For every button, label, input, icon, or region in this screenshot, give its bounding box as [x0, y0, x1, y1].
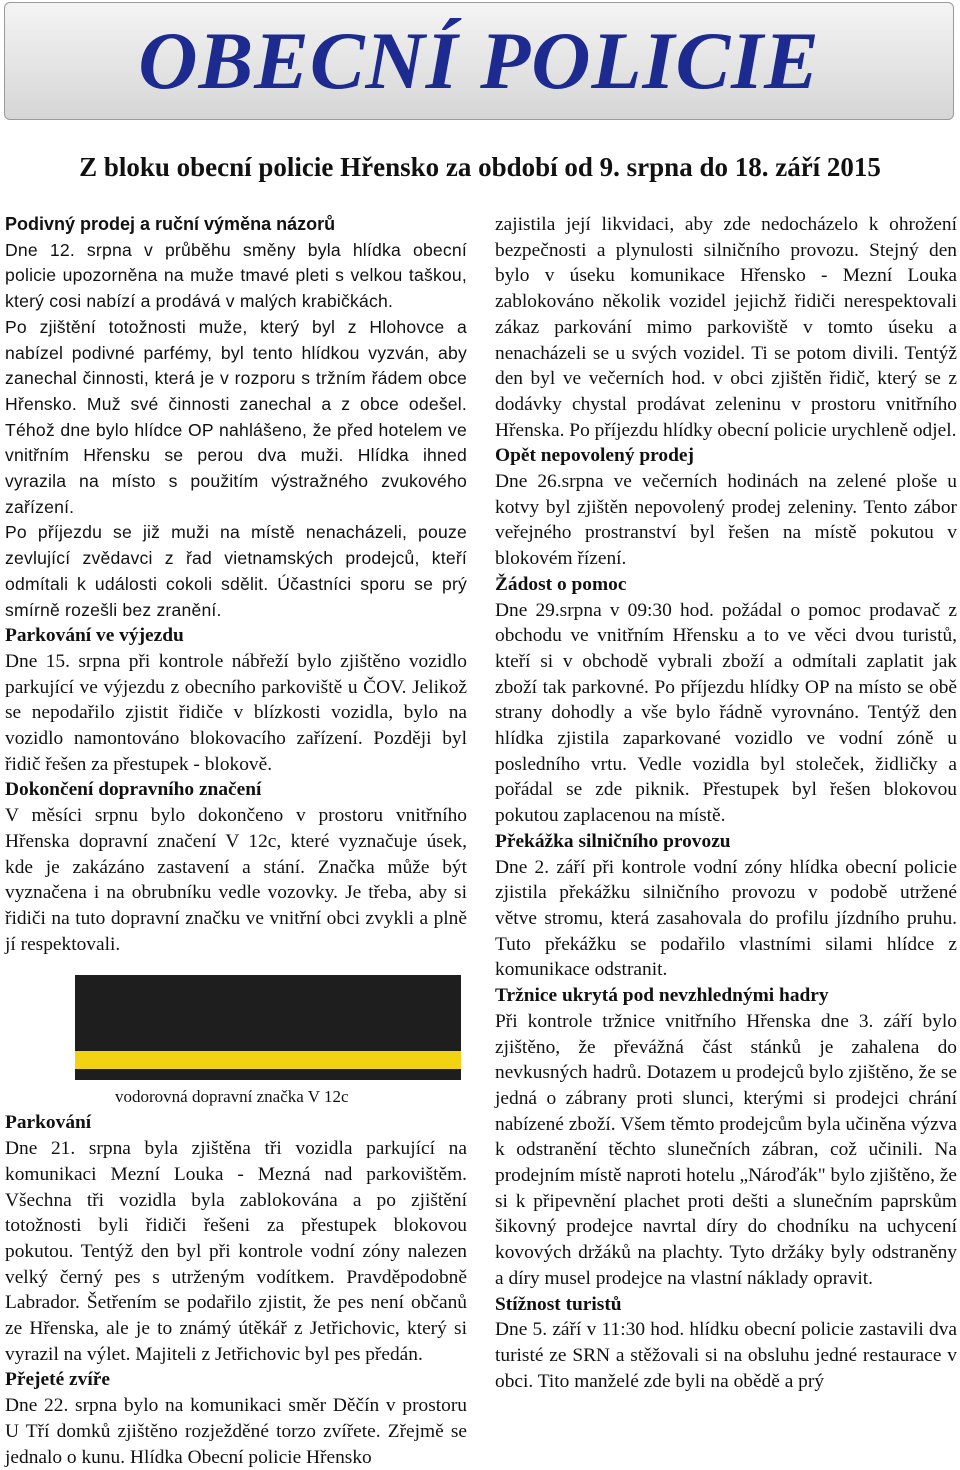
paragraph: Dne 2. září při kontrole vodní zóny hlídka obecní policie zjistila překážku silničního provozu v podobě utržené větve stromu, která zasahovala do profilu jízdního pruhu. Tuto překážku se podařilo vlastními silami hlídce z komunikace odstranit.	[495, 856, 957, 981]
paragraph: Dne 12. srpna v průběhu směny byla hlídka obecní policie upozorněna na muže tmavé pleti s velkou taškou, který cosi nabízí a prodává v malých krabičkách.	[5, 239, 467, 312]
section-heading: Žádost o pomoc	[495, 573, 627, 595]
section-heading: Opět nepovolený prodej	[495, 445, 694, 467]
yellow-stripe	[75, 1051, 461, 1069]
paragraph: Dne 5. září v 11:30 hod. hlídku obecní policie zastavili dva turisté ze SRN a stěžovali si na obsluhu jedné restaurace v obci. Tito manželé zde byli na obědě a prý	[495, 1319, 957, 1392]
section-heading: Parkování	[5, 1112, 92, 1134]
paragraph: Dne 15. srpna při kontrole nábřeží bylo zjištěno vozidlo parkující ve výjezdu z obecního parkoviště u ČOV. Jelikož se nepodařilo zjistit řidiče v blízkosti vozidla, bylo na vozidlo namontováno blokovacího zařízení. Později byl řidič řešen za přestupek - blokově.	[5, 650, 467, 775]
section-heading: Tržnice ukrytá pod nevzhlednými hadry	[495, 985, 829, 1007]
road-marking-image	[75, 975, 461, 1080]
paragraph: Po zjištění totožnosti muže, který byl z Hlohovce a nabízel podivné parfémy, byl tento hlídkou vyzván, aby zanechal činnosti, která je v rozporu s tržním řádem obce Hřensko. Muž své činnosti zanechal a z obce odešel. Téhož dne bylo hlídce OP nahlášeno, že před hotelem ve vnitřním Hřensku se perou dva muži. Hlídka ihned vyrazila na místo s použitím výstražného zvukového zařízení.	[5, 316, 467, 517]
paragraph: Při kontrole tržnice vnitřního Hřenska dne 3. září bylo zjištěno, že převážná část stánků je zahalena do nevkusných hadrů. Dotazem u prodejců bylo zjištěno, že se jedná o zábrany proti slunci, kterými si prodejci chrání nabízené zboží. Všem těmto prodejcům byla učiněna výzva k odstranění těchto slunečních zábran, což učinili. Na prodejním místě naproti hotelu „Nároďák" bylo zjištěno, že si k připevnění plachet proti dešti a slunečním paprskům šikovný prodejce navrtal díry do chodníku na uchycení kovových držáků na plachty. Tyto držáky byly odstraněny a díry musel prodejce na vlastní náklady opravit.	[495, 1010, 958, 1289]
paragraph: Dne 29.srpna v 09:30 hod. požádal o pomoc prodavač z obchodu ve vnitřním Hřensku a to ve věci dvou turistů, kteří si v obchodě vybrali zboží a odmítali zaplatit jak zboží tak parkovné. Po příjezdu hlídky OP na místo se obě strany dohodly a vše bylo řádně vyrovnáno. Tentýž den hlídka zjistila zaparkované vozidlo ve vodní zóně u posledního vrtu. Vedle vozidla byl stoleček, židličky a pořádal se zde piknik. Přestupek byl řešen blokovou pokutou zaplacenou na místě.	[495, 599, 957, 827]
section-heading: Stížnost turistů	[495, 1293, 622, 1315]
right-column	[495, 212, 957, 1394]
page-title: OBECNÍ POLICIE	[138, 15, 820, 106]
paragraph: Po příjezdu se již muži na místě nenacházeli, pouze zevlující zvědavci z řad vietnamských prodejců, kteří odmítali k události cokoli sdělit. Účastníci sporu se prý smírně rozešli bez zranění.	[5, 522, 467, 620]
section-heading: Překážka silničního provozu	[495, 830, 731, 852]
left-column	[5, 212, 467, 1470]
image-caption: vodorovná dopravní značka V 12c	[115, 1087, 349, 1107]
paragraph: V měsíci srpnu bylo dokončeno v prostoru vnitřního Hřenska dopravní značení V 12c, které vyznačuje úsek, kde je zakázáno zastavení a stání. Značka může být vyznačena i na obrubníku vedle vozovky. Je třeba, aby si řidiči na tuto dopravní značku ve vnitřní obci zvykli a plně jí respektovali.	[5, 805, 467, 955]
paragraph: Dne 21. srpna byla zjištěna tři vozidla parkující na komunikaci Mezní Louka - Mezná nad parkovištěm. Všechna tři vozidla byla zablokována a po zjištění totožnosti byli řidiči řešeni za přestupek blokovou pokutou. Tentýž den byl při kontrole vodní zóny nalezen velký černý pes s utrženým vodítkem. Pravděpodobně Labrador. Šetřením se podařilo zjistit, že pes není občanů ze Hřenska, ale je to známý útěkář z Jetřichovic, který si vyrazil na výlet. Majiteli z Jetřichovic byl pes předán.	[5, 1138, 467, 1365]
paragraph: zajistila její likvidaci, aby zde nedocházelo k ohrožení bezpečnosti a plynulosti silničního provozu. Stejný den bylo v úseku komunikace Hřensko - Mezní Louka zablokováno několik vozidel jejichž řidiči nerespektovali zákaz parkování mimo parkoviště v tomto úseku a nenacházeli se u svých vozidel. Ti se potom divili. Tentýž den byl ve večerních hod. v obci zjištěn řidič, který se z dodávky chystal prodávat zeleninu v prostoru vnitřního Hřenska. Po příjezdu hlídky obecní policie urychleně odjel.	[495, 214, 957, 441]
section-heading: Dokončení dopravního značení	[5, 779, 262, 801]
section-heading: Přejeté zvíře	[5, 1369, 110, 1391]
section-heading: Podivný prodej a ruční výměna názorů	[5, 214, 336, 234]
section-heading: Parkování ve výjezdu	[5, 625, 184, 647]
header-banner	[4, 2, 954, 120]
article-subtitle: Z bloku obecní policie Hřensko za období od 9. srpna do 18. září 2015	[79, 152, 881, 182]
paragraph: Dne 26.srpna ve večerních hodinách na zelené ploše u kotvy byl zjištěn nepovolený prodej zeleniny. Tento zábor veřejného prostranství byl řešen na místě pokutou v blokovém řízení.	[495, 471, 957, 570]
paragraph: Dne 22. srpna bylo na komunikaci směr Děčín v prostoru U Tří domků zjištěno rozježděné torzo zvířete. Zřejmě se jednalo o kunu. Hlídka Obecní policie Hřensko	[5, 1395, 467, 1468]
